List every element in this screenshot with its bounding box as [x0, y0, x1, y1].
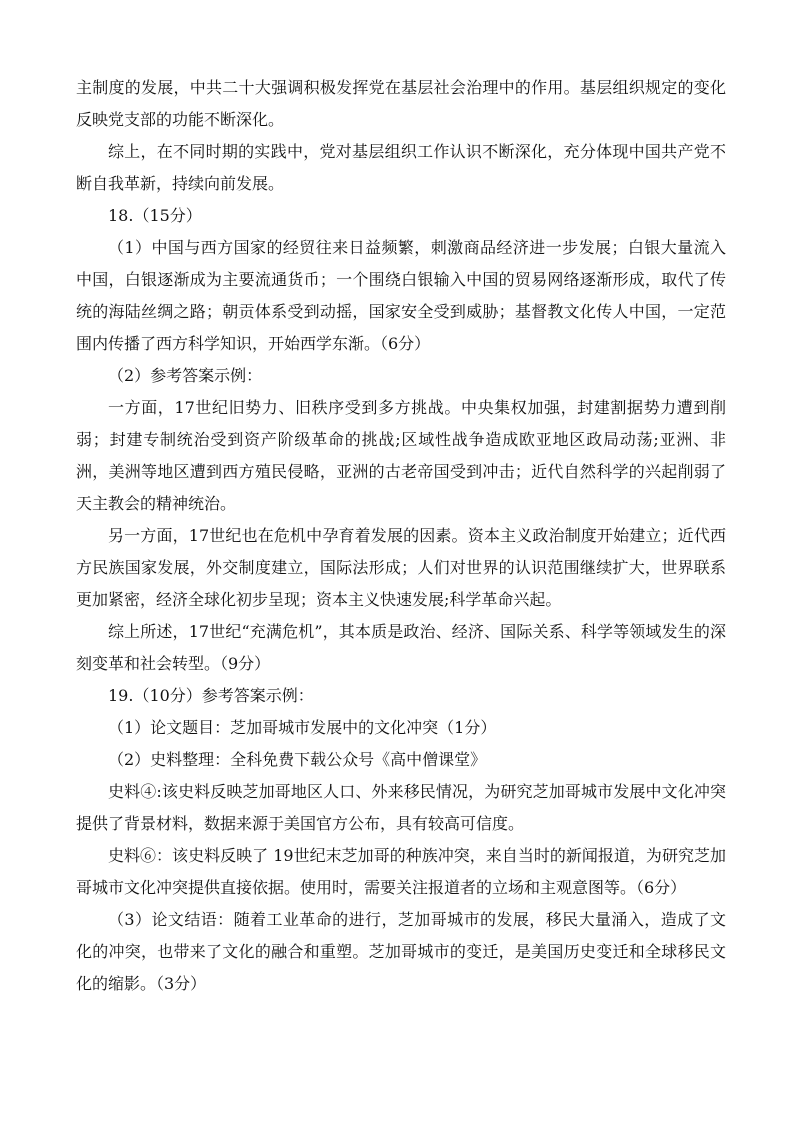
document-page [76, 72, 726, 1000]
paragraph-1: 主制度的发展，中共二十大强调积极发挥党在基层社会治理中的作用。基层组织规定的变化反映党支部的功能不断深化。 [76, 78, 726, 129]
answer-18-paragraph-a: 一方面，17世纪旧势力、旧秩序受到多方挑战。中央集权加强，封建割据势力遭到削弱；封建专制统治受到资产阶级革命的挑战;区域性战争造成欧亚地区政局动荡;亚洲、非洲，美洲等地区遭到西方殖民侵略，亚洲的古老帝国受到冲击；近代自然科学的兴起削弱了天主教会的精神统治。 [76, 398, 726, 513]
answer-18-part-1: （1）中国与西方国家的经贸往来日益频繁，刺激商品经济进一步发展；白银大量流入中国，白银逐渐成为主要流通货币；一个围绕白银输入中国的贸易网络逐渐形成，取代了传统的海陆丝绸之路；朝贡体系受到动摇，国家安全受到威胁；基督教文化传人中国，一定范围内传播了西方科学知识，开始西学东渐。（6分） [76, 238, 726, 353]
answer-19-source-6: 史料⑥：该史料反映了 19世纪末芝加哥的种族冲突，来自当时的新闻报道，为研究芝加哥城市文化冲突提供直接依据。使用时，需要关注报道者的立场和主观意图等。（6分） [76, 846, 726, 897]
answer-19-part-1: （1）论文题目：芝加哥城市发展中的文化冲突（1分） [108, 718, 497, 737]
answer-18-paragraph-b: 另一方面，17世纪也在危机中孕育着发展的因素。资本主义政治制度开始建立；近代西方民族国家发展，外交制度建立，国际法形成；人们对世界的认识范围继续扩大，世界联系更加紧密，经济全球化初步呈现；资本主义快速发展;科学革命兴起。 [76, 526, 726, 609]
answer-19-part-2: （2）史料整理：全科免费下载公众号《高中僧课堂》 [108, 750, 487, 769]
paragraph-2: 综上，在不同时期的实践中，党对基层组织工作认识不断深化，充分体现中国共产党不断自我革新，持续向前发展。 [76, 142, 726, 193]
answer-19-source-4: 史料④:该史料反映芝加哥地区人口、外来移民情况，为研究芝加哥城市发展中文化冲突提供了背景材料，数据来源于美国官方公布，具有较高可信度。 [76, 782, 726, 833]
answer-19-part-3: （3）论文结语：随着工业革命的进行，芝加哥城市的发展，移民大量涌入，造成了文化的冲突，也带来了文化的融合和重塑。芝加哥城市的变迁，是美国历史变迁和全球移民文化的缩影。（3分） [76, 910, 726, 993]
answer-18-part-2-heading: （2）参考答案示例： [108, 366, 263, 385]
answer-18-summary: 综上所述，17世纪“充满危机”，其本质是政治、经济、国际关系、科学等领域发生的深刻变革和社会转型。（9分） [76, 622, 726, 673]
question-18-heading: 18.（15分） [108, 206, 202, 225]
question-19-heading: 19.（10分）参考答案示例： [108, 686, 314, 705]
